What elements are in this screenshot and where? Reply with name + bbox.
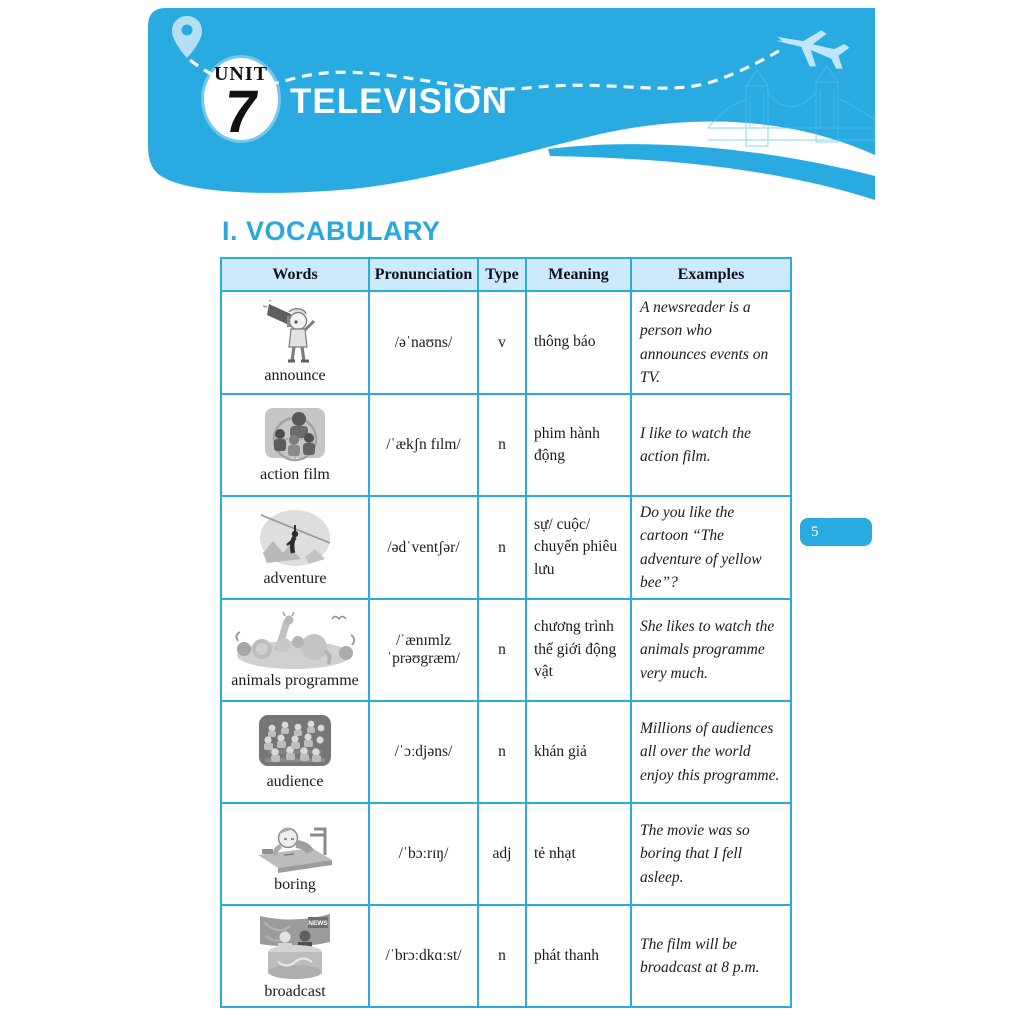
pronunciation: /ˈɔːdjəns/ (369, 701, 478, 803)
word-type: adj (478, 803, 526, 905)
pronunciation: /ˈænɪmlz ˈprəʊgræm/ (369, 599, 478, 701)
column-header-examples: Examples (631, 258, 791, 291)
word-label: broadcast (264, 982, 326, 1000)
unit-title: TELEVISION (290, 82, 509, 121)
pronunciation: /əˈnaʊns/ (369, 291, 478, 394)
table-row (221, 701, 791, 803)
announce-megaphone-illustration (263, 300, 327, 366)
bored-person-at-desk-illustration (254, 815, 336, 875)
word-type: v (478, 291, 526, 394)
unit-number: 7 (219, 78, 263, 145)
table-row (221, 291, 791, 394)
table-row (221, 803, 791, 905)
column-header-meaning: Meaning (526, 258, 631, 291)
section-heading: I. VOCABULARY (222, 216, 441, 246)
example: I like to watch the action film. (631, 394, 791, 496)
unit-label: UNIT (213, 63, 268, 85)
unit-badge (204, 58, 278, 145)
word-label: animals programme (231, 671, 359, 689)
column-header-type: Type (478, 258, 526, 291)
word-label: boring (274, 875, 316, 893)
page-number: 5 (811, 524, 819, 540)
table-row (221, 394, 791, 496)
zipline-adventure-illustration (257, 507, 333, 569)
meaning: chương trình thế giới động vật (526, 599, 631, 701)
page-number-tab (800, 518, 872, 546)
meaning: phát thanh (526, 905, 631, 1007)
meaning: khán giả (526, 701, 631, 803)
meaning: thông báo (526, 291, 631, 394)
audience-crowd-illustration (252, 714, 338, 772)
table-row (221, 905, 791, 1007)
meaning: tẻ nhạt (526, 803, 631, 905)
pronunciation: /ˈbrɔːdkɑːst/ (369, 905, 478, 1007)
word-label: adventure (263, 570, 327, 588)
table-header-row (221, 258, 791, 291)
meaning: phim hành động (526, 394, 631, 496)
pronunciation: /ədˈventʃər/ (369, 496, 478, 599)
meaning: sự/ cuộc/ chuyến phiêu lưu (526, 496, 631, 599)
example: A newsreader is a person who announces events on TV. (631, 291, 791, 394)
unit-banner (148, 8, 875, 208)
column-header-pronunciation: Pronunciation (369, 258, 478, 291)
animals-group-illustration (232, 611, 358, 671)
news-screen-label: NEWS (308, 919, 328, 927)
action-film-poster-illustration (259, 407, 331, 465)
table-row (221, 496, 791, 599)
vocabulary-table (220, 257, 792, 1008)
example: The film will be broadcast at 8 p.m. (631, 905, 791, 1007)
word-type: n (478, 496, 526, 599)
word-type: n (478, 394, 526, 496)
pronunciation: /ˈbɔːrɪŋ/ (369, 803, 478, 905)
word-label: action film (260, 465, 330, 483)
news-studio-illustration (252, 912, 338, 982)
example: The movie was so boring that I fell asleep. (631, 803, 791, 905)
word-label: announce (264, 367, 326, 385)
example: Do you like the cartoon “The adventure of yellow bee”? (631, 496, 791, 599)
banner-swoosh-stroke (548, 144, 875, 200)
word-type: n (478, 599, 526, 701)
example: She likes to watch the animals programme very much. (631, 599, 791, 701)
word-label: audience (266, 772, 324, 790)
word-type: n (478, 701, 526, 803)
pronunciation: /ˈækʃn fɪlm/ (369, 394, 478, 496)
column-header-words: Words (221, 258, 369, 291)
example: Millions of audiences all over the world enjoy this programme. (631, 701, 791, 803)
table-row (221, 599, 791, 701)
word-type: n (478, 905, 526, 1007)
